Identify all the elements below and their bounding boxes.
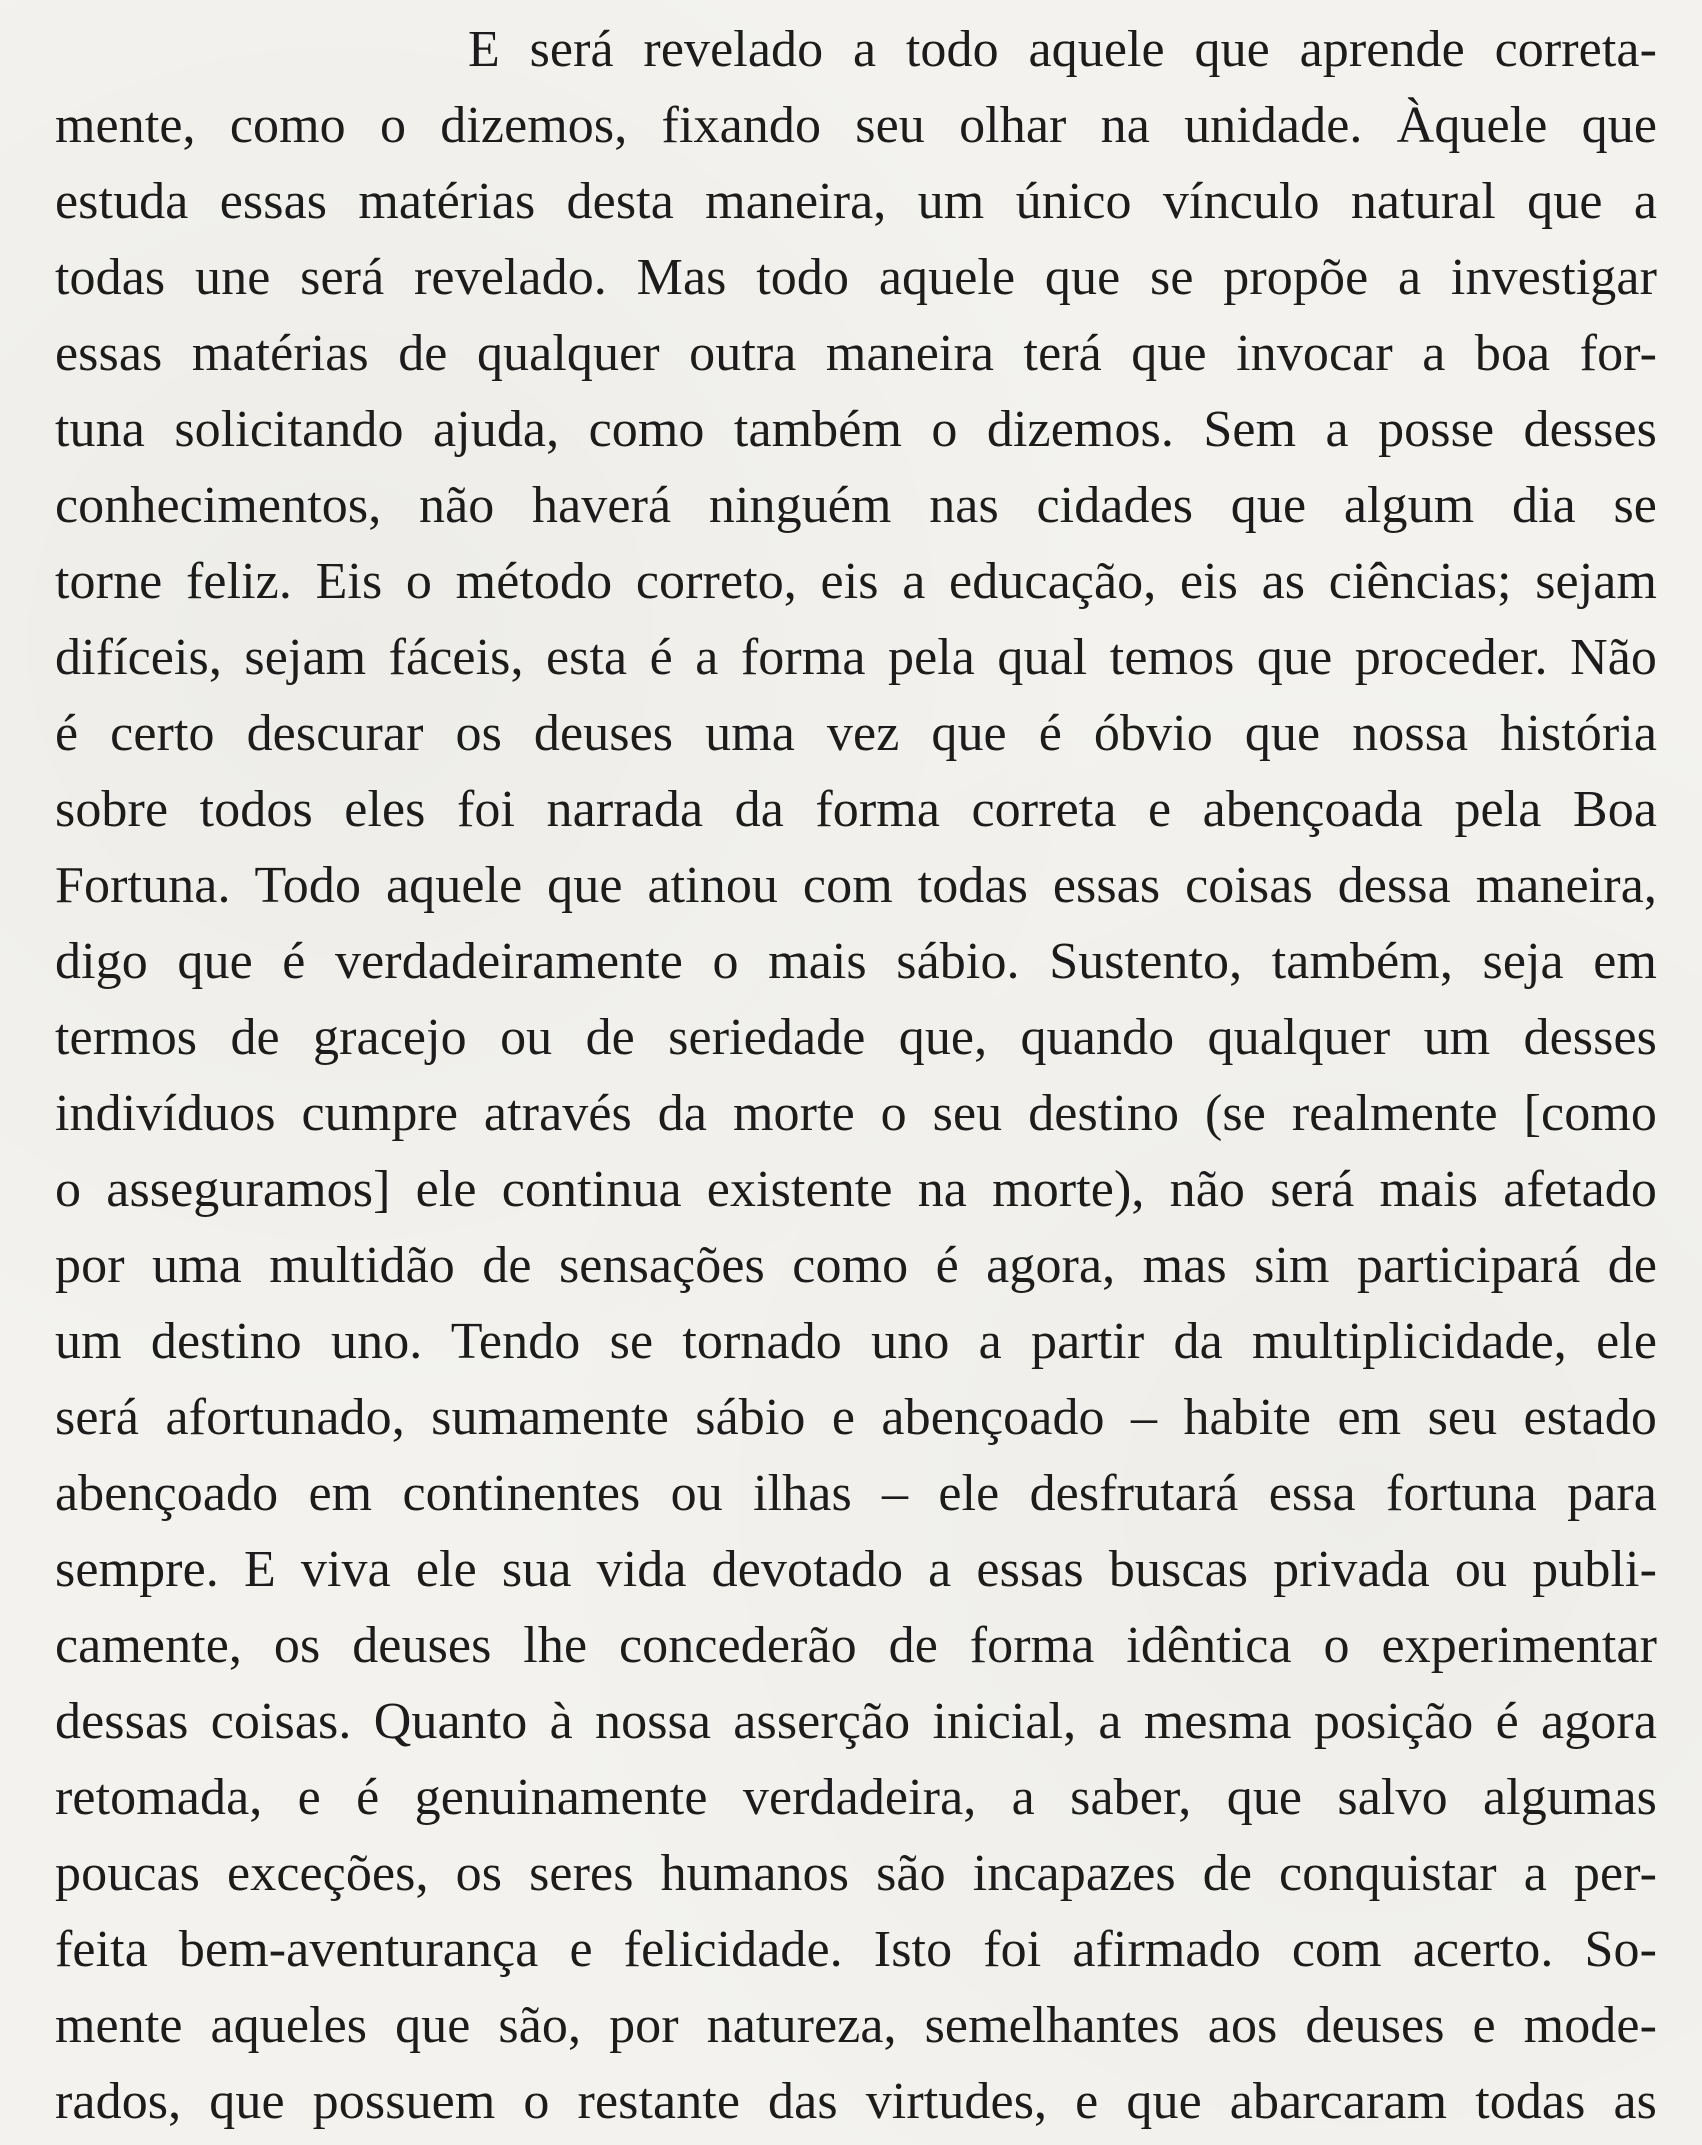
text-line: será afortunado, sumamente sábio e abençoado – habite em seu estado (55, 1389, 1657, 1446)
text-line: por uma multidão de sensações como é agora, mas sim participará de (55, 1237, 1657, 1294)
text-line: E será revelado a todo aquele que aprende correta- (468, 21, 1657, 78)
text-line: feita bem-aventurança e felicidade. Isto foi afirmado com acerto. So- (55, 1921, 1657, 1978)
text-line: sempre. E viva ele sua vida devotado a essas buscas privada ou publi- (55, 1541, 1657, 1598)
text-line: conhecimentos, não haverá ninguém nas cidades que algum dia se (55, 477, 1657, 534)
text-line: essas matérias de qualquer outra maneira terá que invocar a boa for- (55, 325, 1657, 382)
text-line: camente, os deuses lhe concederão de forma idêntica o experimentar (55, 1617, 1657, 1674)
text-line: sobre todos eles foi narrada da forma correta e abençoada pela Boa (55, 781, 1657, 838)
text-line: indivíduos cumpre através da morte o seu destino (se realmente [como (55, 1085, 1657, 1142)
text-line: Fortuna. Todo aquele que atinou com todas essas coisas dessa maneira, (55, 857, 1657, 914)
text-line: todas une será revelado. Mas todo aquele que se propõe a investigar (55, 249, 1657, 306)
text-line: estuda essas matérias desta maneira, um único vínculo natural que a (55, 173, 1657, 230)
text-line: o asseguramos] ele continua existente na morte), não será mais afetado (55, 1161, 1657, 1218)
text-line: torne feliz. Eis o método correto, eis a educação, eis as ciências; sejam (55, 553, 1657, 610)
text-line: poucas exceções, os seres humanos são incapazes de conquistar a per- (55, 1845, 1657, 1902)
text-line: mente aqueles que são, por natureza, semelhantes aos deuses e mode- (55, 1997, 1657, 2054)
text-line: tuna solicitando ajuda, como também o dizemos. Sem a posse desses (55, 401, 1657, 458)
text-line: dessas coisas. Quanto à nossa asserção inicial, a mesma posição é agora (55, 1693, 1657, 1750)
text-line: termos de gracejo ou de seriedade que, quando qualquer um desses (55, 1009, 1657, 1066)
text-line: um destino uno. Tendo se tornado uno a partir da multiplicidade, ele (55, 1313, 1657, 1370)
text-line: digo que é verdadeiramente o mais sábio. Sustento, também, seja em (55, 933, 1657, 990)
text-line: mente, como o dizemos, fixando seu olhar na unidade. Àquele que (55, 97, 1657, 154)
text-page (55, 10, 1657, 2135)
text-line: retomada, e é genuinamente verdadeira, a saber, que salvo algumas (55, 1769, 1657, 1826)
text-line: abençoado em continentes ou ilhas – ele desfrutará essa fortuna para (55, 1465, 1657, 1522)
text-line: difíceis, sejam fáceis, esta é a forma pela qual temos que proceder. Não (55, 629, 1657, 686)
text-line: rados, que possuem o restante das virtudes, e que abarcaram todas as (55, 2073, 1657, 2130)
text-line: é certo descurar os deuses uma vez que é óbvio que nossa história (55, 705, 1657, 762)
